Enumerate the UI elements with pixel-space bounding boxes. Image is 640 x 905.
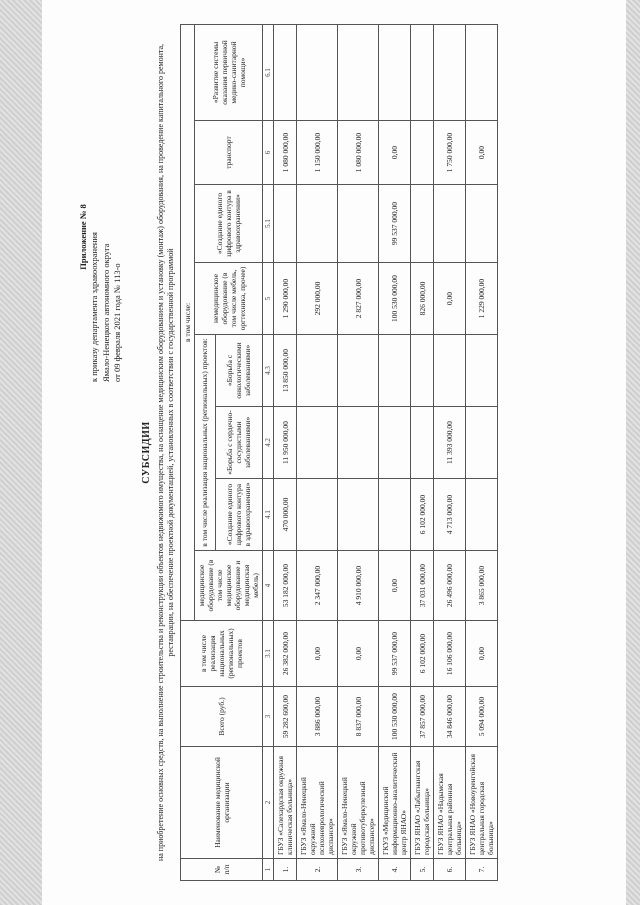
table-row <box>297 24 338 880</box>
cell-nonmed: 1 229 000,00 <box>466 263 498 335</box>
cell-p4 <box>338 185 379 263</box>
cell-p2: 11 950 000,00 <box>274 407 297 479</box>
appendix-line: к приказу департамента здравоохранения <box>89 232 100 382</box>
cell-transport: 0,00 <box>466 121 498 185</box>
cell-n: 3. <box>338 859 379 881</box>
cell-p3: 13 850 000,00 <box>274 335 297 407</box>
cell-nonmed: 292 000,00 <box>297 263 338 335</box>
cell-med: 2 347 000,00 <box>297 551 338 621</box>
cell-med: 26 496 000,00 <box>434 551 466 621</box>
cell-name: ГБУЗ «Ямало-Ненецкий окружной противотуберкулезный диспансер» <box>338 747 379 859</box>
column-number: 3.1 <box>263 621 274 687</box>
cell-name: ГКУЗ «Медицинский информационно-аналитический центр ЯНАО» <box>379 747 411 859</box>
scan-border-left <box>0 0 42 905</box>
cell-transport: 1 750 000,00 <box>434 121 466 185</box>
header-p4: «Создание единого цифрового контура в здравоохранении» <box>195 185 263 263</box>
appendix-title: Приложение № 8 <box>78 204 88 270</box>
document-heading <box>140 24 177 881</box>
cell-p4 <box>274 185 297 263</box>
cell-nat: 16 106 000,00 <box>434 621 466 687</box>
cell-p2 <box>411 407 434 479</box>
subsidies-table <box>180 24 498 881</box>
cell-nat: 0,00 <box>297 621 338 687</box>
cell-total: 37 857 000,00 <box>411 687 434 747</box>
header-row-1 <box>181 24 195 880</box>
appendix-line: Ямало-Ненецкого автономного округа <box>100 243 111 382</box>
cell-p1: 470 000,00 <box>274 479 297 551</box>
cell-p5 <box>297 24 338 120</box>
cell-transport: 1 150 000,00 <box>297 121 338 185</box>
column-number: 2 <box>263 747 274 859</box>
column-number: 4.3 <box>263 335 274 407</box>
cell-p3 <box>297 335 338 407</box>
column-number: 4.1 <box>263 479 274 551</box>
cell-nat: 0,00 <box>338 621 379 687</box>
document-page <box>42 0 626 905</box>
header-p3: «Борьба с онкологическими заболеваниями» <box>215 335 262 407</box>
cell-med: 53 182 000,00 <box>274 551 297 621</box>
cell-p3 <box>411 335 434 407</box>
rotated-content <box>56 14 612 891</box>
cell-med: 3 865 000,00 <box>466 551 498 621</box>
column-number: 5.1 <box>263 185 274 263</box>
cell-p2 <box>297 407 338 479</box>
header-transport: транспорт <box>195 121 263 185</box>
cell-p3 <box>338 335 379 407</box>
cell-p2 <box>466 407 498 479</box>
cell-p1 <box>379 479 411 551</box>
cell-p1 <box>466 479 498 551</box>
cell-n: 7. <box>466 859 498 881</box>
cell-nat: 26 382 000,00 <box>274 621 297 687</box>
cell-p1 <box>297 479 338 551</box>
header-nat: в том числе реализация национальных (региональных) проектов <box>181 621 263 687</box>
cell-p4: 99 537 000,00 <box>379 185 411 263</box>
cell-nat: 99 537 000,00 <box>379 621 411 687</box>
cell-nonmed: 1 290 000,00 <box>274 263 297 335</box>
cell-med: 4 910 000,00 <box>338 551 379 621</box>
header-num: № п/п <box>181 859 263 881</box>
cell-total: 34 846 000,00 <box>434 687 466 747</box>
cell-p2 <box>379 407 411 479</box>
cell-p5 <box>411 24 434 120</box>
cell-p5 <box>274 24 297 120</box>
cell-p1: 4 713 000,00 <box>434 479 466 551</box>
document-subtitle: на приобретение основных средств, на выполнение строительства и реконструкции объектов недвижимого имущества, на оснащение медицинским оборудованием и установку (монтаж) оборудования, на проведение капитального ремонта, реставрации, на обеспечение проектной документацией, установленных в соответствии с государственной программой <box>155 43 176 862</box>
cell-n: 4. <box>379 859 411 881</box>
cell-p1: 6 102 000,00 <box>411 479 434 551</box>
header-p5: «Развитие системы оказания первичной медико-санитарной помощи» <box>195 24 263 120</box>
scan-border-right <box>626 0 640 905</box>
column-number: 4.2 <box>263 407 274 479</box>
header-name: Наименование медицинской организации <box>181 747 263 859</box>
column-number: 4 <box>263 551 274 621</box>
header-med: медицинское оборудование (в том числе медицинское оборудование и медицинская мебель) <box>195 551 263 621</box>
cell-p2 <box>338 407 379 479</box>
cell-p4 <box>411 185 434 263</box>
cell-p5 <box>434 24 466 120</box>
cell-total: 5 094 000,00 <box>466 687 498 747</box>
header-p2: «Борьба с сердечно-сосудистыми заболеваниями» <box>215 407 262 479</box>
cell-p5 <box>466 24 498 120</box>
cell-n: 5. <box>411 859 434 881</box>
cell-p2: 11 393 000,00 <box>434 407 466 479</box>
cell-total: 59 282 600,00 <box>274 687 297 747</box>
cell-name: ГБУЗ ЯНАО «Надымская центральная районная больница» <box>434 747 466 859</box>
cell-med: 0,00 <box>379 551 411 621</box>
table-row <box>411 24 434 880</box>
cell-nat: 6 102 000,00 <box>411 621 434 687</box>
table-row <box>434 24 466 880</box>
column-number: 3 <box>263 687 274 747</box>
table-body <box>274 24 498 880</box>
header-total: Всего (руб.) <box>181 687 263 747</box>
cell-name: ГБУЗ «Салехардская окружная клиническая больница» <box>274 747 297 859</box>
cell-transport: 1 080 000,00 <box>338 121 379 185</box>
table-row <box>274 24 297 880</box>
header-incl-group: в том числе реализация национальных (региональных) проектов: <box>195 335 216 551</box>
cell-name: ГБУЗ «Ямало-Ненецкий окружной психоневрологический диспансер» <box>297 747 338 859</box>
header-incl: в том числе: <box>181 24 195 620</box>
appendix-line: от 09 февраля 2021 года № 113-о <box>112 263 123 382</box>
cell-n: 2. <box>297 859 338 881</box>
cell-p4 <box>434 185 466 263</box>
cell-total: 3 886 000,00 <box>297 687 338 747</box>
table-row <box>466 24 498 880</box>
cell-transport: 0,00 <box>379 121 411 185</box>
cell-p3 <box>379 335 411 407</box>
column-number: 6 <box>263 121 274 185</box>
cell-total: 8 837 000,00 <box>338 687 379 747</box>
table-row <box>379 24 411 880</box>
cell-p3 <box>466 335 498 407</box>
cell-transport: 1 080 000,00 <box>274 121 297 185</box>
cell-nonmed: 2 827 000,00 <box>338 263 379 335</box>
cell-total: 100 530 000,00 <box>379 687 411 747</box>
column-number: 1 <box>263 859 274 881</box>
header-nonmed: немедицинское оборудование (в том числе мебель, оргтехника, прочее) <box>195 263 263 335</box>
cell-name: ГБУЗ ЯНАО «Лабытнангская городская больница» <box>411 747 434 859</box>
cell-p3 <box>434 335 466 407</box>
cell-transport <box>411 121 434 185</box>
cell-med: 37 031 000,00 <box>411 551 434 621</box>
table-row <box>338 24 379 880</box>
cell-n: 6. <box>434 859 466 881</box>
cell-p5 <box>379 24 411 120</box>
document-title: СУБСИДИИ <box>141 421 152 484</box>
cell-p5 <box>338 24 379 120</box>
column-number-row <box>263 24 274 880</box>
appendix-block <box>78 92 124 382</box>
column-number: 6.1 <box>263 24 274 120</box>
cell-p4 <box>466 185 498 263</box>
cell-nonmed: 826 000,00 <box>411 263 434 335</box>
cell-nonmed: 0,00 <box>434 263 466 335</box>
cell-nonmed: 100 530 000,00 <box>379 263 411 335</box>
column-number: 5 <box>263 263 274 335</box>
cell-p1 <box>338 479 379 551</box>
cell-name: ГБУЗ ЯНАО «Новоуренгойская центральная городская больница» <box>466 747 498 859</box>
header-p1: «Создание единого цифрового контура в здравоохранении» <box>215 479 262 551</box>
cell-p4 <box>297 185 338 263</box>
cell-n: 1. <box>274 859 297 881</box>
cell-nat: 0,00 <box>466 621 498 687</box>
